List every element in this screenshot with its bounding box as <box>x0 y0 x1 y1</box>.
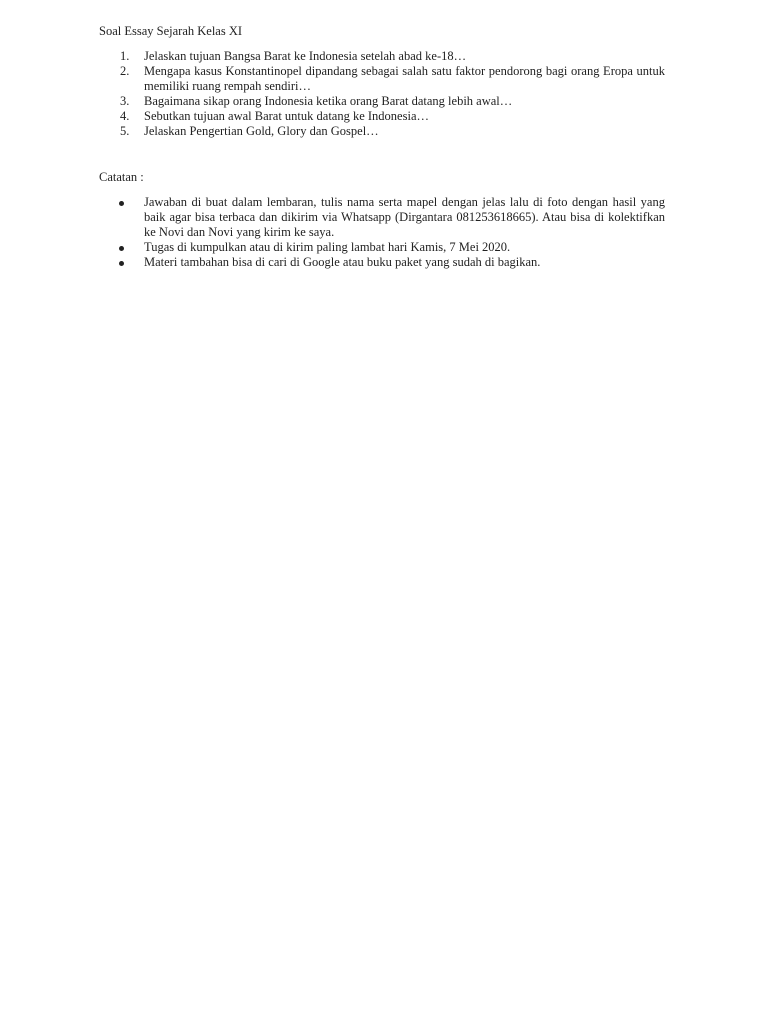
question-number: 3. <box>120 94 130 108</box>
note-text: Tugas di kumpulkan atau di kirim paling lambat hari Kamis, 7 Mei 2020. <box>144 240 511 254</box>
question-number: 2. <box>120 64 130 78</box>
bullet-icon <box>119 246 124 251</box>
bullet-icon <box>119 201 124 206</box>
question-item <box>99 94 665 109</box>
document-title: Soal Essay Sejarah Kelas XI <box>99 24 243 38</box>
question-text: Bagaimana sikap orang Indonesia ketika orang Barat datang lebih awal… <box>144 94 513 108</box>
note-text: Materi tambahan bisa di cari di Google atau buku paket yang sudah di bagikan. <box>144 255 541 269</box>
question-text: Jelaskan tujuan Bangsa Barat ke Indonesia setelah abad ke-18… <box>144 49 467 63</box>
note-item <box>99 195 665 240</box>
question-list <box>99 49 665 139</box>
question-item <box>99 124 665 139</box>
question-item <box>99 49 665 64</box>
note-item <box>99 255 665 270</box>
question-text: Mengapa kasus Konstantinopel dipandang sebagai salah satu faktor pendorong bagi orang Eropa untuk memiliki ruang rempah sendiri… <box>144 64 665 93</box>
question-item <box>99 64 665 94</box>
question-item <box>99 109 665 124</box>
question-text: Sebutkan tujuan awal Barat untuk datang ke Indonesia… <box>144 109 429 123</box>
notes-label: Catatan : <box>99 170 144 184</box>
bullet-icon <box>119 261 124 266</box>
question-text: Jelaskan Pengertian Gold, Glory dan Gospel… <box>144 124 379 138</box>
note-text: Jawaban di buat dalam lembaran, tulis nama serta mapel dengan jelas lalu di foto dengan hasil yang baik agar bisa terbaca dan dikirim via Whatsapp (Dirgantara 081253618665). Atau bisa di kolektifkan ke Novi dan Novi yang kirim ke saya. <box>144 195 665 239</box>
notes-list <box>99 195 665 270</box>
note-item <box>99 240 665 255</box>
question-number: 5. <box>120 124 130 138</box>
question-number: 1. <box>120 49 130 63</box>
question-number: 4. <box>120 109 130 123</box>
